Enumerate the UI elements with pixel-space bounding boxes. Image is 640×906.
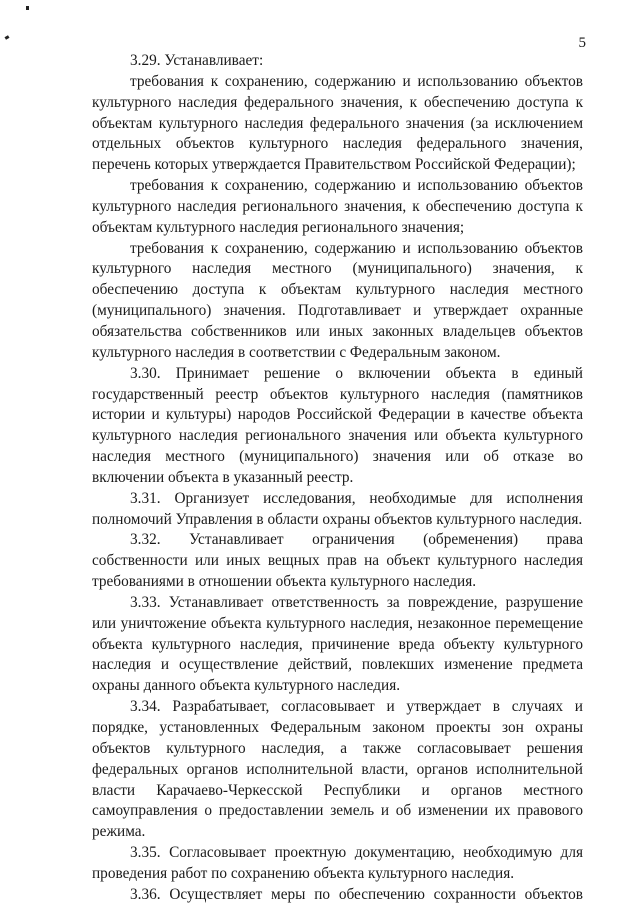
paragraph-3-32: 3.32. Устанавливает ограничения (обременения) права собственности или иных вещных прав на объект культурного наследия требованиями в отношении объекта культурного наследия. <box>92 531 583 591</box>
paragraph-3-33: 3.33. Устанавливает ответственность за повреждение, разрушение или уничтожение объекта культурного наследия, незаконное перемещение объекта культурного наследия, причинение вреда объекту культурного наследия и осуществление действий, повлекших изменение предмета охраны данного объекта культурного наследия. <box>92 593 583 695</box>
paragraph-3-30: 3.30. Принимает решение о включении объекта в единый государственный реестр объектов культурного наследия (памятников истории и культуры) народов Российской Федерации в качестве объекта культурного наследия регионального значения или объекта культурного наследия местного (муниципального) значения или об отказе во включении объекта в указанный реестр. <box>92 364 583 486</box>
paragraph-3-31: 3.31. Организует исследования, необходимые для исполнения полномочий Управления в области охраны объектов культурного наследия. <box>92 489 583 528</box>
paragraph-3-35: 3.35. Согласовывает проектную документацию, необходимую для проведения работ по сохранению объекта культурного наследия. <box>92 844 583 882</box>
paragraph-federal-requirements: требования к сохранению, содержанию и использованию объектов культурного наследия федерального значения, к обеспечению доступа к объектам культурного наследия федерального значения (за исключением отдельных объектов культурного наследия федерального значения, перечень которых утверждается Правительством Российской Федерации); <box>92 72 583 174</box>
scan-artifact <box>26 6 29 10</box>
paragraph-3-34: 3.34. Разрабатывает, согласовывает и утверждает в случаях и порядке, установленных Федеральным законом проекты зон охраны объектов культурного наследия, а также согласовывает решения федеральных органов исполнительной власти, органов исполнительной власти Карачаево-Черкесской Республики и органов местного самоуправления о предоставлении земель и об изменении их правового режима. <box>92 698 583 841</box>
document-body <box>92 51 583 906</box>
page-number: 5 <box>578 35 586 51</box>
scan-artifact <box>5 35 10 40</box>
paragraph-3-29-heading: 3.29. Устанавливает: <box>130 52 264 69</box>
paragraph-3-36: 3.36. Осуществляет меры по обеспечению сохранности объектов <box>130 885 583 903</box>
paragraph-regional-requirements: требования к сохранению, содержанию и использованию объектов культурного наследия регионального значения, к обеспечению доступа к объектам культурного наследия регионального значения; <box>92 177 583 236</box>
paragraph-municipal-requirements: требования к сохранению, содержанию и использованию объектов культурного наследия местного (муниципального) значения, к обеспечению доступа к объектам культурного наследия местного (муниципального) значения. Подготавливает и утверждает охранные обязательства собственников или иных законных владельцев объектов культурного наследия в соответствии с Федеральным законом. <box>92 239 583 361</box>
